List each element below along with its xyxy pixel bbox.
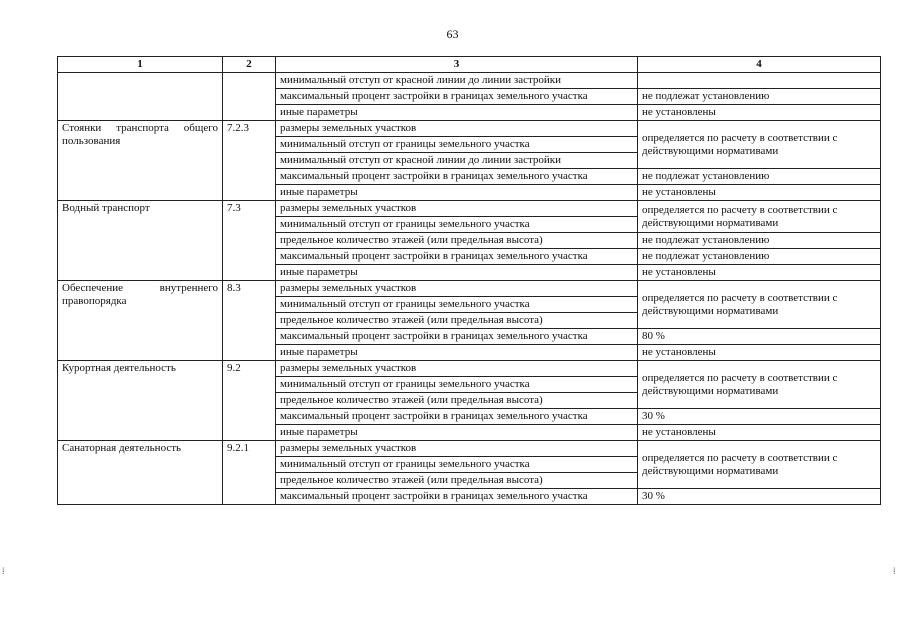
parameter-name: предельное количество этажей (или предельная высота) <box>276 393 638 409</box>
header-row <box>58 57 881 73</box>
parameter-value: определяется по расчету в соответствии с действующими нормативами <box>638 281 881 329</box>
parameter-value: определяется по расчету в соответствии с действующими нормативами <box>638 201 881 233</box>
parameter-name: предельное количество этажей (или предельная высота) <box>276 313 638 329</box>
use-type-code <box>223 73 276 121</box>
table-row <box>58 281 881 297</box>
parameter-value <box>638 73 881 89</box>
parameter-value: определяется по расчету в соответствии с действующими нормативами <box>638 121 881 169</box>
column-header-1: 1 <box>58 57 223 73</box>
parameter-name: минимальный отступ от красной линии до линии застройки <box>276 153 638 169</box>
use-type-name: Курортная деятельность <box>58 361 223 441</box>
parameter-name: предельное количество этажей (или предельная высота) <box>276 473 638 489</box>
parameter-name: иные параметры <box>276 425 638 441</box>
table-row <box>58 441 881 457</box>
parameter-name: максимальный процент застройки в границах земельного участка <box>276 329 638 345</box>
column-header-3: 3 <box>276 57 638 73</box>
parameter-name: минимальный отступ от границы земельного участка <box>276 297 638 313</box>
parameter-value: не установлены <box>638 345 881 361</box>
parameter-name: минимальный отступ от границы земельного участка <box>276 217 638 233</box>
use-type-code: 8.3 <box>223 281 276 361</box>
parameter-value: не установлены <box>638 425 881 441</box>
parameter-name: размеры земельных участков <box>276 201 638 217</box>
parameter-name: иные параметры <box>276 265 638 281</box>
table-row <box>58 201 881 217</box>
parameter-value: не установлены <box>638 265 881 281</box>
use-type-code: 9.2 <box>223 361 276 441</box>
parameter-name: максимальный процент застройки в границах земельного участка <box>276 409 638 425</box>
parameter-value: не подлежат установлению <box>638 249 881 265</box>
parameter-value: не установлены <box>638 105 881 121</box>
parameter-value: 80 % <box>638 329 881 345</box>
use-type-name: Санаторная деятельность <box>58 441 223 505</box>
use-type-code: 9.2.1 <box>223 441 276 505</box>
parameter-value: не подлежат установлению <box>638 233 881 249</box>
parameter-value: не установлены <box>638 185 881 201</box>
parameter-name: минимальный отступ от красной линии до линии застройки <box>276 73 638 89</box>
parameter-value: 30 % <box>638 409 881 425</box>
parameter-value: 30 % <box>638 489 881 505</box>
table-row <box>58 361 881 377</box>
use-type-name: Водный транспорт <box>58 201 223 281</box>
page-number: 63 <box>446 27 459 41</box>
parameter-name: минимальный отступ от границы земельного участка <box>276 457 638 473</box>
column-header-4: 4 <box>638 57 881 73</box>
parameter-value: определяется по расчету в соответствии с действующими нормативами <box>638 441 881 489</box>
parameter-value: определяется по расчету в соответствии с действующими нормативами <box>638 361 881 409</box>
parameter-name: максимальный процент застройки в границах земельного участка <box>276 489 638 505</box>
parameters-table <box>57 56 881 505</box>
parameter-name: иные параметры <box>276 185 638 201</box>
parameter-name: размеры земельных участков <box>276 281 638 297</box>
table-row <box>58 73 881 89</box>
parameter-name: размеры земельных участков <box>276 441 638 457</box>
parameter-name: минимальный отступ от границы земельного участка <box>276 137 638 153</box>
parameter-name: максимальный процент застройки в границах земельного участка <box>276 89 638 105</box>
parameter-name: максимальный процент застройки в границах земельного участка <box>276 249 638 265</box>
use-type-name <box>58 73 223 121</box>
parameter-name: предельное количество этажей (или предельная высота) <box>276 233 638 249</box>
margin-mark-left: ⁞ <box>2 566 5 576</box>
use-type-code: 7.2.3 <box>223 121 276 201</box>
use-type-name: Обеспечение внутреннего правопорядка <box>58 281 223 361</box>
use-type-code: 7.3 <box>223 201 276 281</box>
parameter-name: максимальный процент застройки в границах земельного участка <box>276 169 638 185</box>
table-body <box>58 73 881 505</box>
parameter-name: минимальный отступ от границы земельного участка <box>276 377 638 393</box>
parameter-value: не подлежат установлению <box>638 169 881 185</box>
parameter-name: размеры земельных участков <box>276 121 638 137</box>
use-type-name: Стоянки транспорта общего пользования <box>58 121 223 201</box>
parameter-name: иные параметры <box>276 345 638 361</box>
table-row <box>58 121 881 137</box>
column-header-2: 2 <box>223 57 276 73</box>
parameter-name: иные параметры <box>276 105 638 121</box>
parameter-name: размеры земельных участков <box>276 361 638 377</box>
parameter-value: не подлежат установлению <box>638 89 881 105</box>
margin-mark-right: ⁞ <box>893 566 896 576</box>
